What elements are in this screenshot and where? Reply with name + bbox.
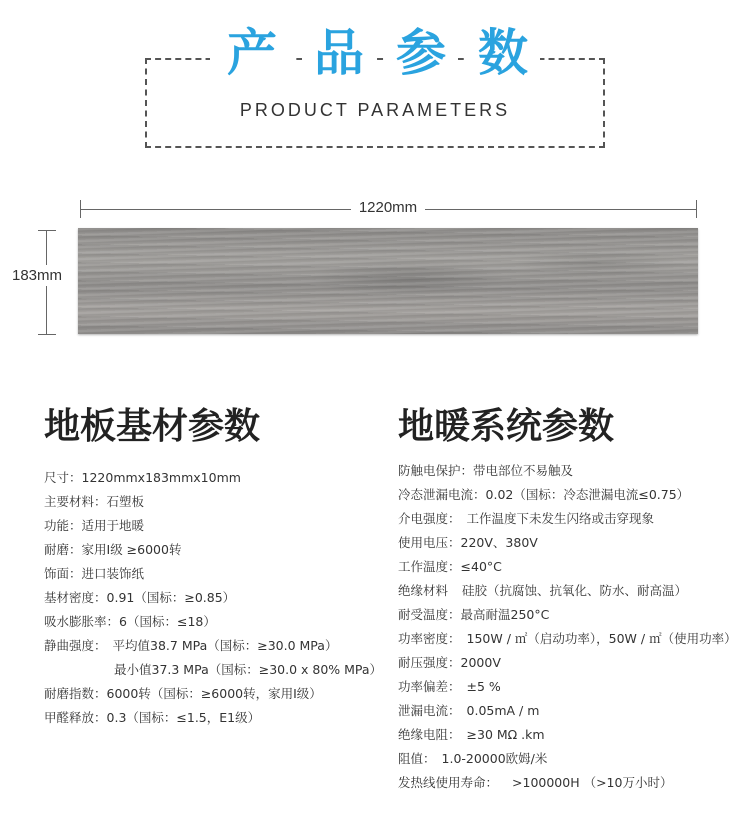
param-row: 耐磨：家用I级 ≥6000转 (44, 542, 182, 557)
param-row: 工作温度：≤40°C (398, 559, 502, 574)
param-row: 尺寸：1220mmx183mmx10mm (44, 470, 241, 485)
section-title-substrate: 地板基材参数 (44, 406, 261, 447)
title-char: 数 (466, 18, 540, 88)
param-row: 基材密度：0.91（国标：≥0.85） (44, 590, 236, 605)
param-row: 耐磨指数：6000转（国标：≥6000转，家用I级） (44, 686, 322, 701)
height-tick-top (38, 230, 56, 231)
param-row: 泄漏电流： 0.05mA / m (398, 703, 540, 718)
param-row: 耐压强度：2000V (398, 655, 501, 670)
param-row: 冷态泄漏电流：0.02（国标：冷态泄漏电流≤0.75） (398, 487, 690, 502)
subtitle-text: PRODUCT PARAMETERS (226, 100, 524, 120)
param-row: 甲醛释放：0.3（国标：≤1.5，E1级） (44, 710, 261, 725)
param-row: 最小值37.3 MPa（国标：≥30.0 x 80% MPa） (114, 662, 383, 677)
param-row: 绝缘电阻： ≥30 MΩ .km (398, 727, 545, 742)
param-row: 静曲强度： 平均值38.7 MPa（国标：≥30.0 MPa） (44, 638, 338, 653)
title-char: 品 (302, 18, 376, 88)
param-row: 功率偏差： ±5 % (398, 679, 501, 694)
param-row: 发热线使用寿命： >100000H （>10万小时） (398, 775, 673, 790)
param-row: 饰面：进口装饰纸 (44, 566, 145, 581)
width-label-text: 1220mm (351, 199, 425, 216)
param-row: 使用电压：220V、380V (398, 535, 538, 550)
param-row: 主要材料：石塑板 (44, 494, 145, 509)
param-row: 防触电保护：带电部位不易触及 (398, 463, 574, 478)
param-row: 介电强度： 工作温度下未发生闪络或击穿现象 (398, 511, 655, 526)
param-row: 阻值： 1.0-20000欧姆/米 (398, 751, 548, 766)
title-char: 参 (384, 18, 458, 88)
title-char: 产 (210, 18, 294, 88)
substrate-param-list (44, 466, 382, 730)
heating-param-list (398, 459, 737, 795)
param-row: 吸水膨胀率：6（国标：≤18） (44, 614, 216, 629)
width-dimension-label (0, 199, 750, 216)
height-dimension-label: 183mm (12, 267, 63, 284)
param-row: 绝缘材料 硅胶（抗腐蚀、抗氧化、防水、耐高温） (398, 583, 688, 598)
param-row: 功率密度： 150W / ㎡（启动功率），50W / ㎡（使用功率） (398, 631, 737, 646)
page-subtitle (0, 100, 750, 121)
height-tick-bottom (38, 334, 56, 335)
page-title (0, 18, 750, 88)
floor-board-image (78, 228, 698, 334)
param-row: 耐受温度：最高耐温250°C (398, 607, 550, 622)
param-row: 功能：适用于地暖 (44, 518, 145, 533)
section-title-heating: 地暖系统参数 (398, 406, 615, 447)
